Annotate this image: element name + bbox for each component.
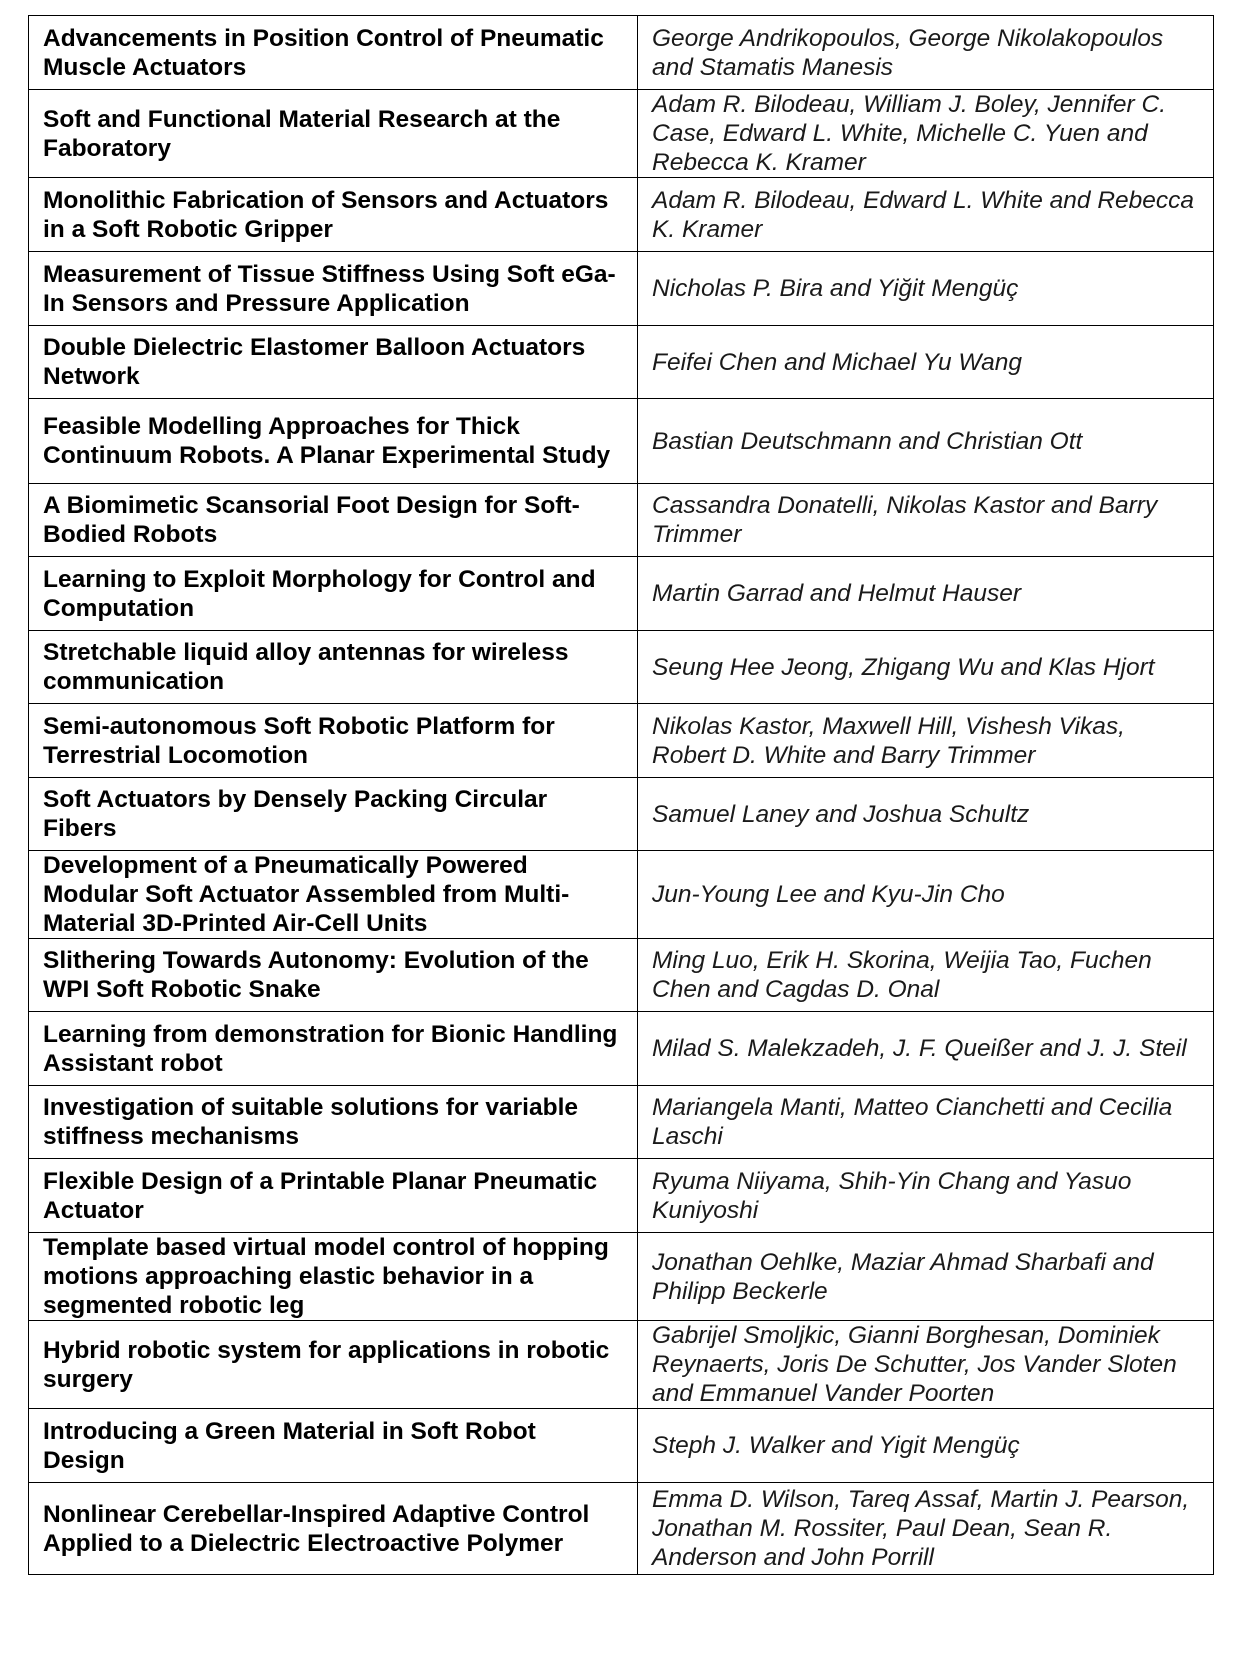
table-row [29, 252, 1214, 326]
table-row [29, 631, 1214, 704]
paper-title: Feasible Modelling Approaches for Thick Continuum Robots. A Planar Experimental Study [29, 399, 638, 484]
paper-authors: George Andrikopoulos, George Nikolakopoulos and Stamatis Manesis [638, 16, 1214, 90]
table-row [29, 1086, 1214, 1159]
table-row [29, 704, 1214, 778]
table-row [29, 1233, 1214, 1321]
paper-authors: Gabrijel Smoljkic, Gianni Borghesan, Dominiek Reynaerts, Joris De Schutter, Jos Vander Sloten and Emmanuel Vander Poorten [638, 1321, 1214, 1409]
paper-title: Nonlinear Cerebellar-Inspired Adaptive Control Applied to a Dielectric Electroactive Polymer [29, 1483, 638, 1575]
papers-table [28, 15, 1214, 1575]
paper-title: Investigation of suitable solutions for variable stiffness mechanisms [29, 1086, 638, 1159]
table-row [29, 1409, 1214, 1483]
table-row [29, 1012, 1214, 1086]
table-row [29, 1483, 1214, 1575]
paper-authors: Nikolas Kastor, Maxwell Hill, Vishesh Vikas, Robert D. White and Barry Trimmer [638, 704, 1214, 778]
paper-authors: Seung Hee Jeong, Zhigang Wu and Klas Hjort [638, 631, 1214, 704]
paper-authors: Cassandra Donatelli, Nikolas Kastor and Barry Trimmer [638, 484, 1214, 557]
paper-title: Soft and Functional Material Research at the Faboratory [29, 90, 638, 178]
table-row [29, 16, 1214, 90]
paper-authors: Ryuma Niiyama, Shih-Yin Chang and Yasuo Kuniyoshi [638, 1159, 1214, 1233]
paper-title: Soft Actuators by Densely Packing Circular Fibers [29, 778, 638, 851]
table-row [29, 939, 1214, 1012]
paper-title: Monolithic Fabrication of Sensors and Actuators in a Soft Robotic Gripper [29, 178, 638, 252]
table-row [29, 399, 1214, 484]
paper-authors: Martin Garrad and Helmut Hauser [638, 557, 1214, 631]
table-row [29, 557, 1214, 631]
table-row [29, 851, 1214, 939]
paper-authors: Samuel Laney and Joshua Schultz [638, 778, 1214, 851]
paper-title: Double Dielectric Elastomer Balloon Actuators Network [29, 326, 638, 399]
paper-authors: Mariangela Manti, Matteo Cianchetti and Cecilia Laschi [638, 1086, 1214, 1159]
paper-title: Flexible Design of a Printable Planar Pneumatic Actuator [29, 1159, 638, 1233]
paper-authors: Bastian Deutschmann and Christian Ott [638, 399, 1214, 484]
paper-title: Development of a Pneumatically Powered Modular Soft Actuator Assembled from Multi-Material 3D-Printed Air-Cell Units [29, 851, 638, 939]
paper-title: Learning to Exploit Morphology for Control and Computation [29, 557, 638, 631]
paper-title: Introducing a Green Material in Soft Robot Design [29, 1409, 638, 1483]
paper-authors: Jonathan Oehlke, Maziar Ahmad Sharbafi and Philipp Beckerle [638, 1233, 1214, 1321]
paper-authors: Steph J. Walker and Yigit Mengüç [638, 1409, 1214, 1483]
table-row [29, 1321, 1214, 1409]
paper-authors: Adam R. Bilodeau, Edward L. White and Rebecca K. Kramer [638, 178, 1214, 252]
paper-authors: Feifei Chen and Michael Yu Wang [638, 326, 1214, 399]
table-row [29, 90, 1214, 178]
paper-title: Semi-autonomous Soft Robotic Platform for Terrestrial Locomotion [29, 704, 638, 778]
paper-title: Advancements in Position Control of Pneumatic Muscle Actuators [29, 16, 638, 90]
paper-title: A Biomimetic Scansorial Foot Design for Soft-Bodied Robots [29, 484, 638, 557]
paper-authors: Ming Luo, Erik H. Skorina, Weijia Tao, Fuchen Chen and Cagdas D. Onal [638, 939, 1214, 1012]
paper-authors: Milad S. Malekzadeh, J. F. Queißer and J. J. Steil [638, 1012, 1214, 1086]
table-row [29, 326, 1214, 399]
paper-authors: Jun-Young Lee and Kyu-Jin Cho [638, 851, 1214, 939]
table-row [29, 178, 1214, 252]
paper-title: Measurement of Tissue Stiffness Using Soft eGa-In Sensors and Pressure Application [29, 252, 638, 326]
papers-table-body [29, 16, 1214, 1575]
table-row [29, 1159, 1214, 1233]
paper-title: Slithering Towards Autonomy: Evolution of the WPI Soft Robotic Snake [29, 939, 638, 1012]
paper-authors: Emma D. Wilson, Tareq Assaf, Martin J. Pearson, Jonathan M. Rossiter, Paul Dean, Sean R. Anderson and John Porrill [638, 1483, 1214, 1575]
paper-title: Hybrid robotic system for applications in robotic surgery [29, 1321, 638, 1409]
paper-title: Learning from demonstration for Bionic Handling Assistant robot [29, 1012, 638, 1086]
paper-authors: Nicholas P. Bira and Yiğit Mengüç [638, 252, 1214, 326]
paper-title: Stretchable liquid alloy antennas for wireless communication [29, 631, 638, 704]
paper-title: Template based virtual model control of hopping motions approaching elastic behavior in a segmented robotic leg [29, 1233, 638, 1321]
table-row [29, 484, 1214, 557]
table-row [29, 778, 1214, 851]
paper-authors: Adam R. Bilodeau, William J. Boley, Jennifer C. Case, Edward L. White, Michelle C. Yuen and Rebecca K. Kramer [638, 90, 1214, 178]
